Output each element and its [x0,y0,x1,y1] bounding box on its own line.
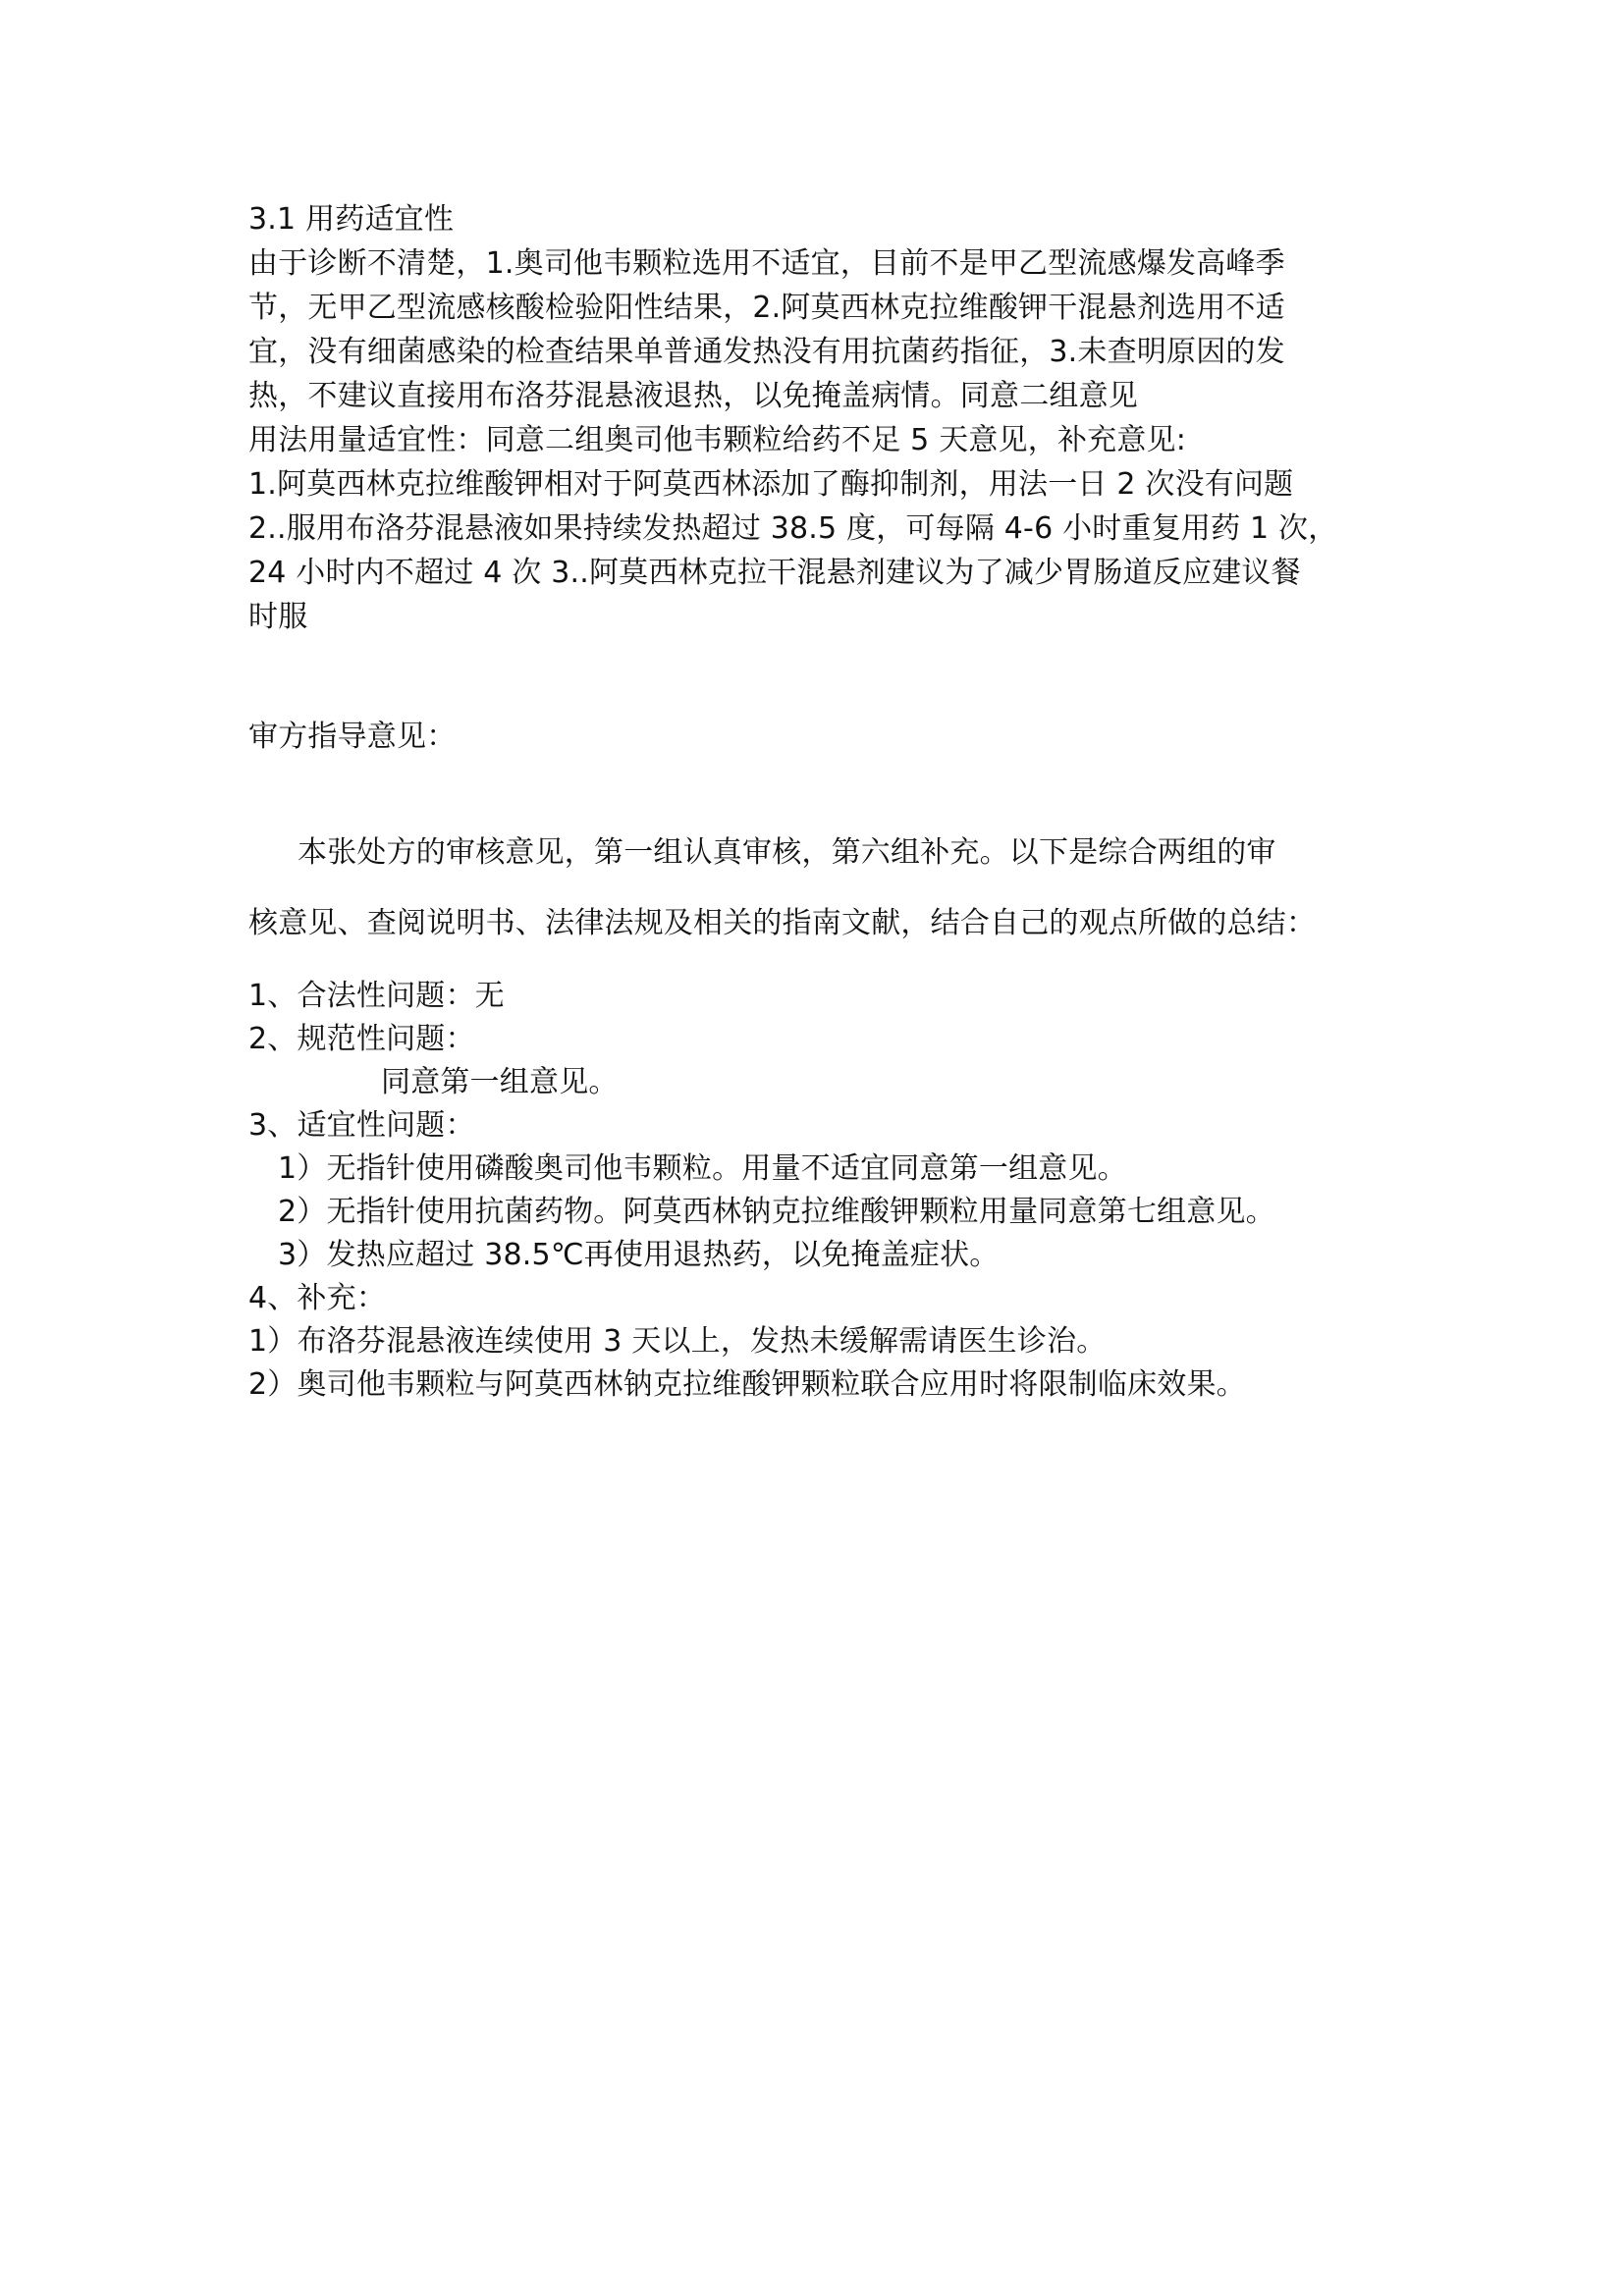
supplement-item: 4、补充： [248,1281,387,1315]
suitability-point: 1）无指针使用磷酸奥司他韦颗粒。用量不适宜同意第一组意见。 [278,1151,1127,1186]
supplement-point: 1）布洛芬混悬液连续使用 3 天以上，发热未缓解需请医生诊治。 [248,1324,1107,1359]
suitability-point: 2）无指针使用抗菌药物。阿莫西林钠克拉维酸钾颗粒用量同意第七组意见。 [278,1195,1275,1229]
suitability-section [248,197,1387,639]
standard-detail: 同意第一组意见。 [381,1065,619,1099]
suitability-item: 3、适宜性问题： [248,1108,475,1143]
supplement-point: 2）奥司他韦颗粒与阿莫西林钠克拉维酸钾颗粒联合应用时将限制临床效果。 [248,1367,1246,1402]
guidance-list [248,975,1387,1407]
body-line: 24 小时内不超过 4 次 3..阿莫西林克拉干混悬剂建议为了减少胃肠道反应建议餐 [248,556,1301,590]
guidance-intro [248,818,1387,959]
body-line: 时服 [248,600,308,634]
legality-item: 1、合法性问题：无 [248,979,505,1013]
body-line: 由于诊断不清楚，1.奥司他韦颗粒选用不适宜，目前不是甲乙型流感爆发高峰季 [248,246,1285,281]
body-line: 宜，没有细菌感染的检查结果单普通发热没有用抗菌药指征，3.未查明原因的发 [248,335,1285,369]
section-title: 3.1 用药适宜性 [248,202,455,237]
body-line: 节，无甲乙型流感核酸检验阳性结果，2.阿莫西林克拉维酸钾干混悬剂选用不适 [248,291,1285,325]
body-line: 2..服用布洛芬混悬液如果持续发热超过 38.5 度，可每隔 4-6 小时重复用药 1 次， [248,511,1338,546]
body-line: 用法用量适宜性：同意二组奥司他韦颗粒给药不足 5 天意见，补充意见: [248,423,1187,457]
body-line: 热，不建议直接用布洛芬混悬液退热，以免掩盖病情。同意二组意见 [248,379,1138,413]
intro-line: 本张处方的审核意见，第一组认真审核，第六组补充。以下是综合两组的审 [298,835,1276,870]
intro-line: 核意见、查阅说明书、法律法规及相关的指南文献，结合自己的观点所做的总结： [248,906,1317,940]
guidance-heading: 审方指导意见： [248,720,457,754]
suitability-point: 3）发热应超过 38.5℃再使用退热药，以免掩盖症状。 [278,1238,1000,1272]
guidance-heading-block [248,715,1387,759]
standard-item: 2、规范性问题： [248,1022,475,1056]
body-line: 1.阿莫西林克拉维酸钾相对于阿莫西林添加了酶抑制剂，用法一日 2 次没有问题 [248,467,1294,502]
